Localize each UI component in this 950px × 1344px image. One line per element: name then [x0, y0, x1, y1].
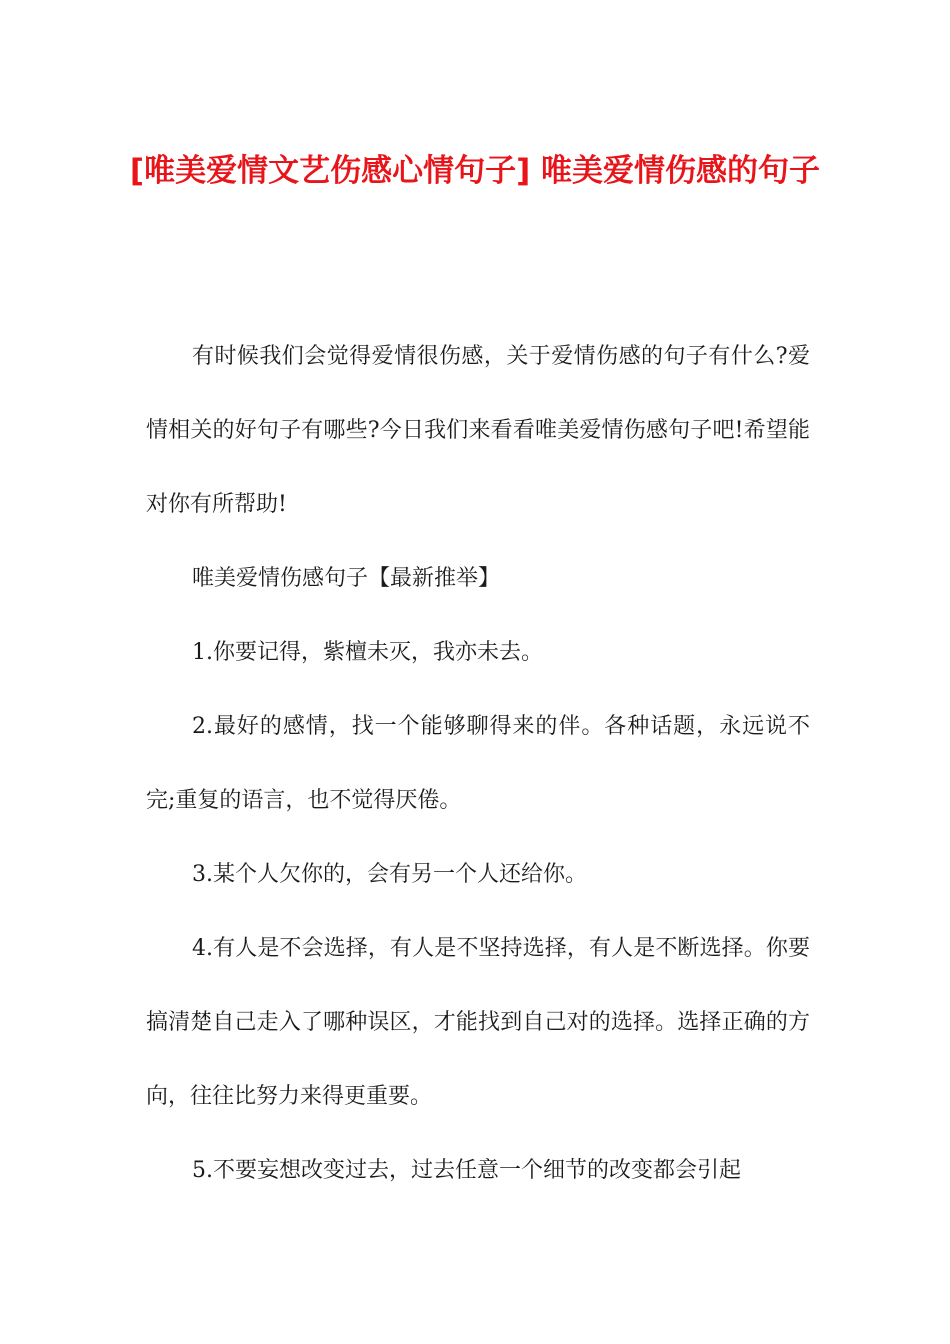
- list-item: 5.不要妄想改变过去，过去任意一个细节的改变都会引起: [192, 1158, 741, 1183]
- list-item: 3.某个人欠你的，会有另一个人还给你。: [192, 862, 587, 887]
- document-body: [146, 320, 810, 1208]
- list-item: 4.有人是不会选择，有人是不坚持选择，有人是不断选择。你要搞清楚自己走入了哪种误区，才能找到自己对的选择。选择正确的方向，往往比努力来得更重要。: [146, 936, 810, 1109]
- list-item: 1.你要记得，紫檀未灭，我亦未去。: [192, 640, 543, 665]
- list-item: 2.最好的感情，找一个能够聊得来的伴。各种话题，永远说不完;重复的语言，也不觉得厌倦。: [146, 714, 810, 813]
- section-heading: 唯美爱情伤感句子【最新推举】: [192, 566, 501, 591]
- intro-paragraph: 有时候我们会觉得爱情很伤感，关于爱情伤感的句子有什么?爱情相关的好句子有哪些?今日我们来看看唯美爱情伤感句子吧!希望能对你有所帮助!: [146, 344, 810, 517]
- document-title: [唯美爱情文艺伤感心情句子] 唯美爱情伤感的句子: [129, 153, 821, 189]
